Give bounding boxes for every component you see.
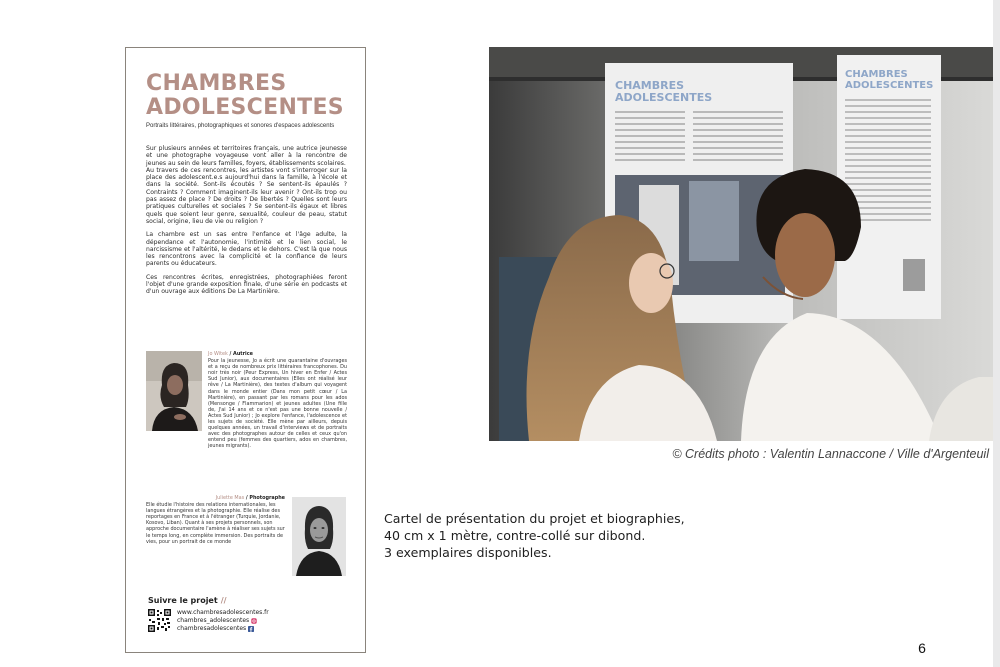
artwork-caption bbox=[384, 510, 714, 561]
exhibition-photo bbox=[489, 47, 993, 441]
poster-intro bbox=[146, 145, 347, 302]
bio-juliette-mas-role: / Photographe bbox=[244, 495, 285, 501]
facebook-icon bbox=[248, 626, 254, 632]
caption-line-1: Cartel de présentation du projet et biographies, bbox=[384, 511, 685, 526]
bio-juliette-mas-name: Juliette Mas bbox=[215, 495, 245, 501]
portrait-jo-witek bbox=[146, 351, 202, 431]
panel-right-text-lines bbox=[845, 99, 931, 221]
bio-jo-witek bbox=[208, 351, 347, 450]
poster-title-line2: ADOLESCENTES bbox=[146, 95, 344, 120]
portrait-juliette-mas bbox=[292, 497, 346, 576]
bio-jo-witek-name: Jo Witek bbox=[208, 351, 228, 357]
intro-paragraph-3: Ces rencontres écrites, enregistrées, photographiées feront l'objet d'une grande exposition finale, d'une série en podcasts et d'un ouvrage aux éditions De La Martinière. bbox=[146, 273, 347, 296]
bio-juliette-mas-text: Elle étudie l'histoire des relations internationales, les langues étrangères et la photographie. Elle réalise des reportages en France et à l'étranger (Turquie, Jordanie, Kosovo, Liban). Quant à ses projets personnels, son approche documentaire l'amène à réaliser ses sujets sur le temps long, en complète immersion. Des portraits de vies, pour un portrait de ce monde bbox=[146, 502, 285, 545]
instagram-link[interactable] bbox=[177, 617, 269, 625]
follow-heading bbox=[148, 596, 227, 605]
instagram-link-text: chambres_adolescentes bbox=[177, 617, 250, 624]
facebook-link-text: chambresadolescentes bbox=[177, 625, 247, 632]
bio-jo-witek-text: Pour la jeunesse, Jo a écrit une quarantaine d'ouvrages et a reçu de nombreux prix littéraires francophones. Du noir très noir (Peur Express, Un hiver en Enfer / Actes Sud Junior), aux documentaires (Elles ont réalisé leur rêve / La Martinière), des textes d'album qui voyagent dans le monde entier (Dans mon petit cœur / La Martinière), en passant par les romans pour les ados (Mensonge / Flammarion) et jeunes adultes (Une fille de, J'ai 14 ans et ce n'est pas une bonne nouvelle / Actes Sud Junior) ; Jo explore l'enfance, l'adolescence et les sujets de société. Elle mène par ailleurs, depuis quelques années, un travail d'interviews et de portraits avec des photographes autour de celles et ceux qu'on entend peu (femmes des quartiers, ados en chambres, jeunes migrants). bbox=[208, 358, 347, 450]
follow-links bbox=[177, 609, 269, 633]
bio-juliette-mas bbox=[146, 495, 285, 545]
panel-right-title-line1: CHAMBRES bbox=[845, 69, 908, 80]
panel-left-text-lines bbox=[615, 111, 783, 161]
instagram-icon bbox=[251, 618, 257, 624]
panel-left-title-line1: CHAMBRES bbox=[615, 79, 685, 92]
panel-left-title-line2: ADOLESCENTES bbox=[615, 91, 713, 104]
bio-jo-witek-heading bbox=[208, 351, 347, 357]
bio-jo-witek-role: / Autrice bbox=[227, 351, 253, 357]
poster-subtitle: Portraits littéraires, photographiques et sonores d'espaces adolescents bbox=[146, 123, 335, 129]
caption-line-3: 3 exemplaires disponibles. bbox=[384, 545, 552, 560]
caption-line-2: 40 cm x 1 mètre, contre-collé sur dibond. bbox=[384, 528, 646, 543]
website-link[interactable] bbox=[177, 609, 269, 617]
page-number: 6 bbox=[918, 640, 926, 656]
bio-juliette-mas-heading bbox=[146, 495, 285, 501]
website-link-text: www.chambresadolescentes.fr bbox=[177, 609, 269, 616]
follow-heading-label: Suivre le projet bbox=[148, 596, 218, 605]
poster-cartel bbox=[125, 47, 366, 653]
facebook-link[interactable] bbox=[177, 625, 269, 633]
photo-credit: © Crédits photo : Valentin Lannaccone / Ville d'Argenteuil bbox=[672, 447, 989, 461]
panel-right-title-line2: ADOLESCENTES bbox=[845, 80, 934, 91]
intro-paragraph-1: Sur plusieurs années et territoires français, une autrice jeunesse et une photographe voyageuse vont aller à la rencontre de jeunes au sein de leurs familles, foyers, établissements scolaires. Au travers de ces rencontres, les artistes vont s'interroger sur la place des adolescent.e.s aujourd'hui dans la famille, à l'école et dans la société. Sont-ils écoutés ? Se sentent-ils épaulés ? Contraints ? Comment imaginent-ils leur avenir ? Ont-ils trop ou pas assez de place ? De droits ? De libertés ? Quelles sont leurs pratiques culturelles et sociales ? Se sentent-ils égaux et libres quels que soient leur genre, sexualité, couleur de peau, statut social, origine, lieu de vie ou religion ? bbox=[146, 145, 347, 225]
page-edge-strip bbox=[993, 0, 1000, 667]
intro-paragraph-2: La chambre est un sas entre l'enfance et l'âge adulte, la dépendance et l'autonomie, l'intimité et le lien social, le narcissisme et l'altérité, le dedans et le dehors. C'est là que nous les rencontrons avec la complicité et la confiance de leurs parents ou éducateurs. bbox=[146, 231, 347, 268]
follow-heading-slash: // bbox=[220, 596, 227, 605]
qr-code-icon bbox=[148, 609, 171, 632]
poster-title bbox=[146, 72, 356, 120]
poster-title-line1: CHAMBRES bbox=[146, 71, 287, 96]
